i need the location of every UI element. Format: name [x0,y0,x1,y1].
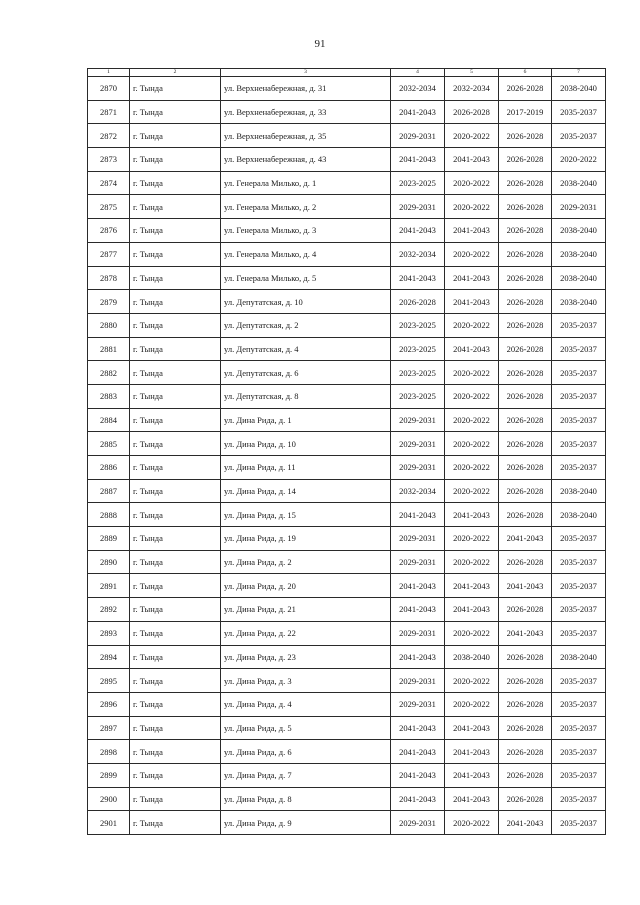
period-col4-cell: 2032-2034 [391,77,445,101]
city-cell: г. Тында [130,77,221,101]
table-row [88,716,606,740]
period-col7-cell: 2035-2037 [552,408,606,432]
city-cell: г. Тында [130,266,221,290]
period-col5-cell: 2020-2022 [445,479,499,503]
city-cell: г. Тында [130,787,221,811]
period-col4-cell: 2041-2043 [391,740,445,764]
table-row [88,266,606,290]
row-number-cell: 2896 [88,692,130,716]
address-cell: ул. Дина Рида, д. 20 [221,574,391,598]
period-col6-cell: 2026-2028 [499,266,552,290]
city-cell: г. Тында [130,692,221,716]
row-number-cell: 2880 [88,313,130,337]
column-index-6: 6 [499,69,552,77]
column-index-3: 3 [221,69,391,77]
period-col7-cell: 2038-2040 [552,219,606,243]
city-cell: г. Тында [130,313,221,337]
row-number-cell: 2892 [88,598,130,622]
city-cell: г. Тында [130,195,221,219]
period-col6-cell: 2026-2028 [499,195,552,219]
row-number-cell: 2891 [88,574,130,598]
period-col7-cell: 2035-2037 [552,692,606,716]
address-cell: ул. Депутатская, д. 2 [221,313,391,337]
city-cell: г. Тында [130,219,221,243]
address-cell: ул. Дина Рида, д. 9 [221,811,391,835]
period-col4-cell: 2041-2043 [391,148,445,172]
row-number-cell: 2895 [88,669,130,693]
period-col6-cell: 2026-2028 [499,669,552,693]
period-col4-cell: 2026-2028 [391,290,445,314]
city-cell: г. Тында [130,242,221,266]
address-cell: ул. Генерала Милько, д. 1 [221,171,391,195]
period-col6-cell: 2041-2043 [499,527,552,551]
table-row [88,811,606,835]
period-col4-cell: 2041-2043 [391,787,445,811]
period-col5-cell: 2041-2043 [445,266,499,290]
table-row [88,692,606,716]
row-number-cell: 2899 [88,763,130,787]
period-col6-cell: 2026-2028 [499,171,552,195]
table-row [88,574,606,598]
period-col6-cell: 2017-2019 [499,100,552,124]
period-col4-cell: 2041-2043 [391,763,445,787]
period-col4-cell: 2023-2025 [391,313,445,337]
address-cell: ул. Генерала Милько, д. 2 [221,195,391,219]
address-cell: ул. Дина Рида, д. 4 [221,692,391,716]
address-cell: ул. Дина Рида, д. 19 [221,527,391,551]
row-number-cell: 2873 [88,148,130,172]
period-col7-cell: 2035-2037 [552,763,606,787]
period-col4-cell: 2041-2043 [391,598,445,622]
period-col5-cell: 2020-2022 [445,432,499,456]
period-col4-cell: 2029-2031 [391,527,445,551]
city-cell: г. Тында [130,171,221,195]
table-row [88,598,606,622]
city-cell: г. Тында [130,669,221,693]
address-cell: ул. Дина Рида, д. 6 [221,740,391,764]
city-cell: г. Тында [130,740,221,764]
row-number-cell: 2886 [88,456,130,480]
period-col6-cell: 2026-2028 [499,408,552,432]
period-col7-cell: 2035-2037 [552,384,606,408]
period-col6-cell: 2026-2028 [499,290,552,314]
table-row [88,479,606,503]
period-col6-cell: 2026-2028 [499,550,552,574]
period-col4-cell: 2041-2043 [391,645,445,669]
period-col6-cell: 2026-2028 [499,124,552,148]
period-col7-cell: 2035-2037 [552,598,606,622]
city-cell: г. Тында [130,100,221,124]
city-cell: г. Тында [130,456,221,480]
row-number-cell: 2887 [88,479,130,503]
address-cell: ул. Генерала Милько, д. 3 [221,219,391,243]
period-col4-cell: 2029-2031 [391,692,445,716]
row-number-cell: 2890 [88,550,130,574]
city-cell: г. Тында [130,645,221,669]
period-col6-cell: 2026-2028 [499,77,552,101]
page-number: 91 [314,38,326,50]
address-cell: ул. Дина Рида, д. 21 [221,598,391,622]
period-col7-cell: 2038-2040 [552,645,606,669]
period-col5-cell: 2020-2022 [445,171,499,195]
period-col6-cell: 2026-2028 [499,384,552,408]
row-number-cell: 2882 [88,361,130,385]
period-col5-cell: 2041-2043 [445,716,499,740]
row-number-cell: 2889 [88,527,130,551]
row-number-cell: 2900 [88,787,130,811]
column-index-4: 4 [391,69,445,77]
row-number-cell: 2885 [88,432,130,456]
period-col7-cell: 2038-2040 [552,266,606,290]
period-col7-cell: 2038-2040 [552,171,606,195]
city-cell: г. Тында [130,384,221,408]
period-col5-cell: 2026-2028 [445,100,499,124]
period-col5-cell: 2041-2043 [445,574,499,598]
period-col4-cell: 2023-2025 [391,171,445,195]
column-index-2: 2 [130,69,221,77]
period-col4-cell: 2041-2043 [391,219,445,243]
address-cell: ул. Дина Рида, д. 7 [221,763,391,787]
row-number-cell: 2878 [88,266,130,290]
period-col5-cell: 2041-2043 [445,763,499,787]
period-col4-cell: 2041-2043 [391,574,445,598]
period-col4-cell: 2029-2031 [391,432,445,456]
period-col7-cell: 2035-2037 [552,100,606,124]
period-col6-cell: 2026-2028 [499,692,552,716]
table-row [88,740,606,764]
row-number-cell: 2898 [88,740,130,764]
period-col6-cell: 2026-2028 [499,716,552,740]
table-row [88,384,606,408]
period-col5-cell: 2020-2022 [445,361,499,385]
period-col4-cell: 2032-2034 [391,242,445,266]
city-cell: г. Тында [130,574,221,598]
city-cell: г. Тында [130,337,221,361]
period-col5-cell: 2020-2022 [445,621,499,645]
period-col4-cell: 2023-2025 [391,337,445,361]
period-col4-cell: 2029-2031 [391,550,445,574]
table-row [88,645,606,669]
period-col6-cell: 2026-2028 [499,763,552,787]
period-col7-cell: 2035-2037 [552,124,606,148]
address-cell: ул. Дина Рида, д. 5 [221,716,391,740]
period-col7-cell: 2035-2037 [552,432,606,456]
table-row [88,408,606,432]
address-cell: ул. Генерала Милько, д. 5 [221,266,391,290]
table-row [88,361,606,385]
city-cell: г. Тында [130,716,221,740]
period-col4-cell: 2029-2031 [391,669,445,693]
period-col7-cell: 2035-2037 [552,361,606,385]
period-col5-cell: 2020-2022 [445,195,499,219]
period-col6-cell: 2026-2028 [499,432,552,456]
period-col4-cell: 2029-2031 [391,124,445,148]
row-number-cell: 2875 [88,195,130,219]
city-cell: г. Тында [130,503,221,527]
table-row [88,313,606,337]
period-col5-cell: 2020-2022 [445,124,499,148]
period-col5-cell: 2041-2043 [445,290,499,314]
period-col4-cell: 2041-2043 [391,503,445,527]
city-cell: г. Тында [130,361,221,385]
period-col7-cell: 2035-2037 [552,527,606,551]
address-cell: ул. Дина Рида, д. 8 [221,787,391,811]
city-cell: г. Тында [130,598,221,622]
period-col5-cell: 2041-2043 [445,337,499,361]
period-col4-cell: 2041-2043 [391,266,445,290]
period-col6-cell: 2026-2028 [499,313,552,337]
period-col4-cell: 2029-2031 [391,621,445,645]
row-number-cell: 2883 [88,384,130,408]
period-col4-cell: 2029-2031 [391,811,445,835]
period-col4-cell: 2023-2025 [391,361,445,385]
period-col7-cell: 2035-2037 [552,621,606,645]
period-col6-cell: 2026-2028 [499,787,552,811]
period-col5-cell: 2020-2022 [445,692,499,716]
column-number-row [88,69,606,77]
row-number-cell: 2879 [88,290,130,314]
period-col6-cell: 2041-2043 [499,621,552,645]
row-number-cell: 2881 [88,337,130,361]
table-row [88,763,606,787]
address-cell: ул. Верхненабережная, д. 43 [221,148,391,172]
table-row [88,503,606,527]
row-number-cell: 2901 [88,811,130,835]
period-col5-cell: 2020-2022 [445,456,499,480]
city-cell: г. Тында [130,527,221,551]
period-col5-cell: 2020-2022 [445,313,499,337]
period-col6-cell: 2026-2028 [499,645,552,669]
period-col5-cell: 2041-2043 [445,503,499,527]
table-row [88,669,606,693]
period-col7-cell: 2038-2040 [552,503,606,527]
period-col6-cell: 2026-2028 [499,598,552,622]
period-col7-cell: 2035-2037 [552,574,606,598]
table-row [88,148,606,172]
row-number-cell: 2888 [88,503,130,527]
address-cell: ул. Дина Рида, д. 1 [221,408,391,432]
table-row [88,171,606,195]
city-cell: г. Тында [130,408,221,432]
row-number-cell: 2871 [88,100,130,124]
row-number-cell: 2877 [88,242,130,266]
address-cell: ул. Дина Рида, д. 15 [221,503,391,527]
period-col7-cell: 2035-2037 [552,456,606,480]
city-cell: г. Тында [130,550,221,574]
period-col6-cell: 2026-2028 [499,148,552,172]
period-col7-cell: 2038-2040 [552,77,606,101]
period-col4-cell: 2023-2025 [391,384,445,408]
table-row [88,527,606,551]
period-col7-cell: 2035-2037 [552,740,606,764]
row-number-cell: 2897 [88,716,130,740]
period-col4-cell: 2032-2034 [391,479,445,503]
housing-repair-schedule-table [87,68,606,835]
period-col5-cell: 2020-2022 [445,669,499,693]
address-cell: ул. Дина Рида, д. 10 [221,432,391,456]
period-col7-cell: 2035-2037 [552,716,606,740]
address-cell: ул. Верхненабережная, д. 31 [221,77,391,101]
address-cell: ул. Дина Рида, д. 2 [221,550,391,574]
address-cell: ул. Верхненабережная, д. 35 [221,124,391,148]
period-col5-cell: 2038-2040 [445,645,499,669]
period-col6-cell: 2041-2043 [499,811,552,835]
period-col6-cell: 2026-2028 [499,503,552,527]
period-col5-cell: 2020-2022 [445,408,499,432]
period-col5-cell: 2020-2022 [445,811,499,835]
row-number-cell: 2894 [88,645,130,669]
period-col5-cell: 2020-2022 [445,384,499,408]
table-row [88,77,606,101]
period-col5-cell: 2020-2022 [445,242,499,266]
period-col5-cell: 2041-2043 [445,219,499,243]
table-row [88,290,606,314]
city-cell: г. Тында [130,763,221,787]
period-col4-cell: 2029-2031 [391,195,445,219]
city-cell: г. Тында [130,124,221,148]
table-row [88,456,606,480]
city-cell: г. Тында [130,811,221,835]
table-row [88,787,606,811]
period-col6-cell: 2026-2028 [499,479,552,503]
address-cell: ул. Дина Рида, д. 14 [221,479,391,503]
table-row [88,124,606,148]
row-number-cell: 2870 [88,77,130,101]
period-col4-cell: 2029-2031 [391,408,445,432]
address-cell: ул. Депутатская, д. 4 [221,337,391,361]
period-col4-cell: 2041-2043 [391,716,445,740]
city-cell: г. Тында [130,290,221,314]
period-col6-cell: 2026-2028 [499,740,552,764]
column-index-1: 1 [88,69,130,77]
row-number-cell: 2874 [88,171,130,195]
row-number-cell: 2884 [88,408,130,432]
period-col5-cell: 2041-2043 [445,148,499,172]
address-cell: ул. Депутатская, д. 6 [221,361,391,385]
table-body [88,69,606,835]
period-col5-cell: 2041-2043 [445,598,499,622]
period-col6-cell: 2026-2028 [499,456,552,480]
address-cell: ул. Депутатская, д. 8 [221,384,391,408]
address-cell: ул. Дина Рида, д. 11 [221,456,391,480]
period-col6-cell: 2026-2028 [499,337,552,361]
period-col7-cell: 2035-2037 [552,811,606,835]
address-cell: ул. Дина Рида, д. 23 [221,645,391,669]
period-col7-cell: 2035-2037 [552,787,606,811]
period-col7-cell: 2035-2037 [552,550,606,574]
period-col6-cell: 2041-2043 [499,574,552,598]
table-row [88,195,606,219]
address-cell: ул. Дина Рида, д. 3 [221,669,391,693]
period-col6-cell: 2026-2028 [499,219,552,243]
period-col4-cell: 2029-2031 [391,456,445,480]
period-col7-cell: 2020-2022 [552,148,606,172]
address-cell: ул. Дина Рида, д. 22 [221,621,391,645]
period-col5-cell: 2032-2034 [445,77,499,101]
address-cell: ул. Депутатская, д. 10 [221,290,391,314]
column-index-7: 7 [552,69,606,77]
table-row [88,337,606,361]
period-col5-cell: 2041-2043 [445,787,499,811]
period-col7-cell: 2035-2037 [552,337,606,361]
table-row [88,100,606,124]
row-number-cell: 2876 [88,219,130,243]
table-row [88,219,606,243]
city-cell: г. Тында [130,479,221,503]
column-index-5: 5 [445,69,499,77]
period-col7-cell: 2035-2037 [552,313,606,337]
period-col7-cell: 2038-2040 [552,290,606,314]
table-row [88,621,606,645]
period-col7-cell: 2029-2031 [552,195,606,219]
city-cell: г. Тында [130,148,221,172]
address-cell: ул. Генерала Милько, д. 4 [221,242,391,266]
row-number-cell: 2872 [88,124,130,148]
period-col6-cell: 2026-2028 [499,242,552,266]
period-col6-cell: 2026-2028 [499,361,552,385]
row-number-cell: 2893 [88,621,130,645]
period-col5-cell: 2041-2043 [445,740,499,764]
period-col4-cell: 2041-2043 [391,100,445,124]
period-col5-cell: 2020-2022 [445,527,499,551]
period-col5-cell: 2020-2022 [445,550,499,574]
city-cell: г. Тында [130,432,221,456]
city-cell: г. Тында [130,621,221,645]
table-row [88,550,606,574]
table-row [88,242,606,266]
period-col7-cell: 2038-2040 [552,242,606,266]
period-col7-cell: 2038-2040 [552,479,606,503]
address-cell: ул. Верхненабережная, д. 33 [221,100,391,124]
table-row [88,432,606,456]
period-col7-cell: 2035-2037 [552,669,606,693]
